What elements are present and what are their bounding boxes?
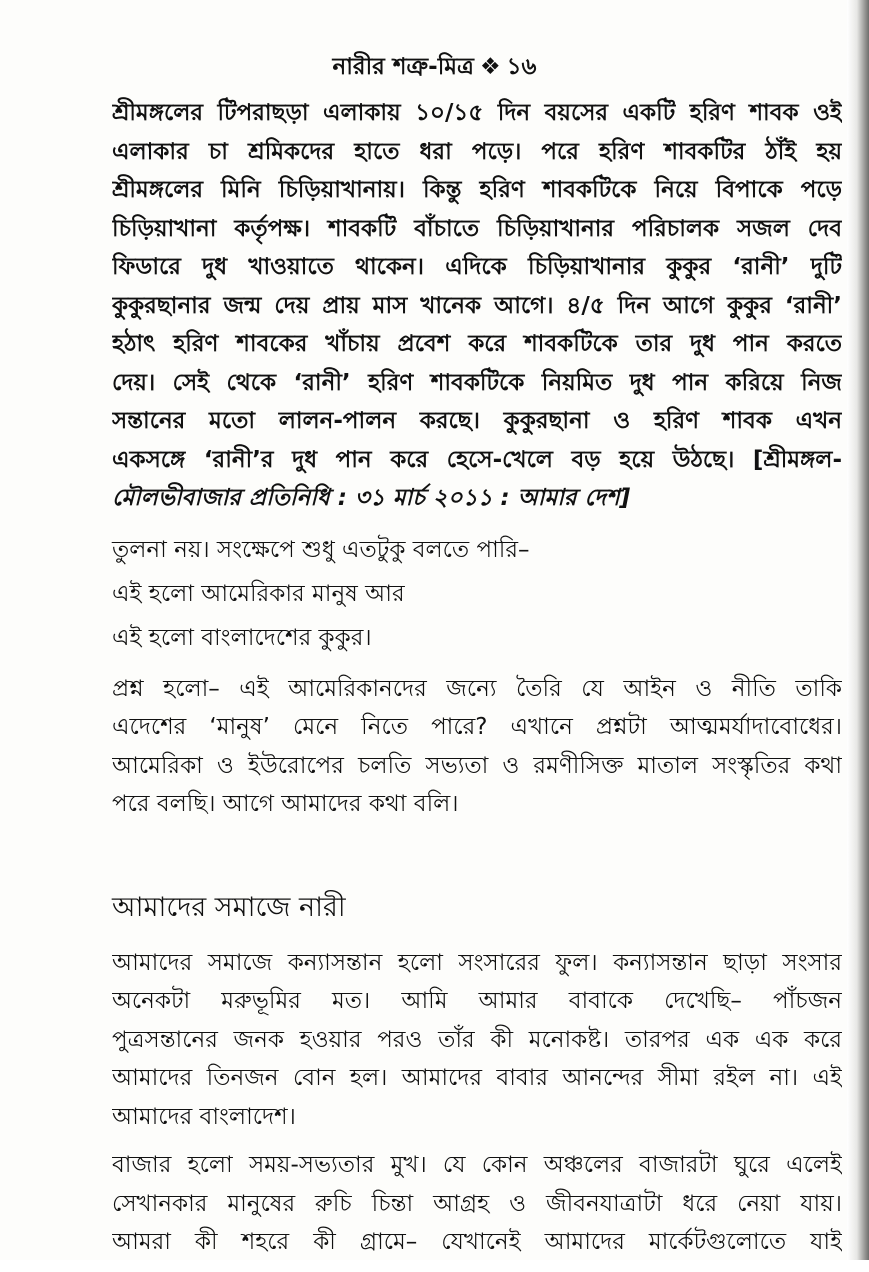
quote-line: কুকুরছানার জন্ম দেয় প্রায় মাস খানেক আগে। ৪/৫ দিন আগে কুকুর ‘রানী’ [112, 292, 842, 319]
quote-line: শ্রীমঙ্গলের মিনি চিড়িয়াখানায়। কিন্তু হরিণ শাবকটিকে নিয়ে বিপাকে পড়ে [112, 177, 842, 203]
section-spacer [112, 834, 842, 886]
paragraph-line: বাজার হলো সময়-সভ্যতার মুখ। যে কোন অঞ্চলের বাজারটা ঘুরে এলেই [112, 1152, 842, 1178]
paragraph-line: আমাদের তিনজন বোন হল। আমাদের বাবার আনন্দের সীমা রইল না। এই [112, 1065, 842, 1091]
quote-line: চিড়িয়াখানা কর্তৃপক্ষ। শাবকটি বাঁচাতে চিড়িয়াখানার পরিচালক সজল দেব [112, 215, 842, 242]
comparison-line: এই হলো আমেরিকার মানুষ আর [112, 580, 405, 607]
quote-line: হঠাৎ হরিণ শাবকের খাঁচায় প্রবেশ করে শাবকটিকে তার দুধ পান করতে [112, 331, 842, 357]
paragraph-line: সেখানকার মানুষের রুচি চিন্তা আগ্রহ ও জীবনযাত্রাটা ধরে নেয়া যায়। [112, 1190, 842, 1217]
news-quote [112, 94, 842, 518]
comparison-block [112, 528, 842, 660]
quote-line: ফিডারে দুধ খাওয়াতে থাকেন। এদিকে চিড়িয়াখানার কুকুর ‘রানী’ দুটি [112, 254, 842, 280]
quote-line: এলাকার চা শ্রমিকদের হাতে ধরা পড়ে। পরে হরিণ শাবকটির ঠাঁই হয় [112, 138, 842, 165]
book-title: নারীর শত্রু-মিত্র [332, 54, 474, 80]
section-heading: আমাদের সমাজে নারী [112, 891, 346, 923]
book-spine-shadow [847, 0, 869, 1260]
paragraph-line: এদেশের ‘মানুষ’ মেনে নিতে পারে? এখানে প্রশ্নটা আত্মমর্যাদাবোধের। [112, 714, 842, 740]
section-paragraph-1 [112, 944, 842, 1137]
paragraph-line: আমেরিকা ও ইউরোপের চলতি সভ্যতা ও রমণীসিক্ত মাতাল সংস্কৃতির কথা [112, 752, 842, 779]
section-paragraph-2 [112, 1146, 842, 1262]
page-content [112, 94, 842, 1272]
quote-line: একসঙ্গে ‘রানী’র দুধ পান করে হেসে-খেলে বড় হয়ে উঠছে। [শ্রীমঙ্গল- [112, 446, 842, 473]
comparison-line: তুলনা নয়। সংক্ষেপে শুধু এতটুকু বলতে পারি– [112, 536, 530, 563]
quote-line: দেয়। সেই থেকে ‘রানী’ হরিণ শাবকটিকে নিয়মিত দুধ পান করিয়ে নিজ [112, 369, 842, 396]
page-number: ১৬ [506, 54, 537, 80]
paragraph-line: আমরা কী শহরে কী গ্রামে– যেখানেই আমাদের মার্কেটগুলোতে যাই [112, 1229, 842, 1255]
question-paragraph [112, 670, 842, 824]
quote-line: সন্তানের মতো লালন-পালন করছে। কুকুরছানা ও হরিণ শাবক এখন [112, 408, 842, 434]
comparison-line: এই হলো বাংলাদেশের কুকুর। [112, 624, 372, 651]
ornament-separator-icon: ❖ [479, 54, 501, 80]
paragraph-line: পরে বলছি। আগে আমাদের কথা বলি। [112, 791, 459, 817]
quote-source: মৌলভীবাজার প্রতিনিধি : ৩১ মার্চ ২০১১ : আমার দেশ] [112, 485, 631, 511]
paragraph-line: আমাদের সমাজে কন্যাসন্তান হলো সংসারের ফুল। কন্যাসন্তান ছাড়া সংসার [112, 949, 842, 976]
paragraph-line: অনেকটা মরুভূমির মত। আমি আমার বাবাকে দেখেছি– পাঁচজন [112, 988, 842, 1014]
quote-line: শ্রীমঙ্গলের টিপরাছড়া এলাকায় ১০/১৫ দিন বয়সের একটি হরিণ শাবক ওই [112, 100, 842, 126]
paragraph-line: আমাদের বাংলাদেশ। [112, 1103, 296, 1130]
paragraph-line: প্রশ্ন হলো– এই আমেরিকানদের জন্যে তৈরি যে আইন ও নীতি তাকি [112, 675, 842, 702]
paragraph-line: পুত্রসন্তানের জনক হওয়ার পরও তাঁর কী মনোকষ্ট। তারপর এক এক করে [112, 1026, 842, 1053]
running-header [0, 52, 869, 82]
